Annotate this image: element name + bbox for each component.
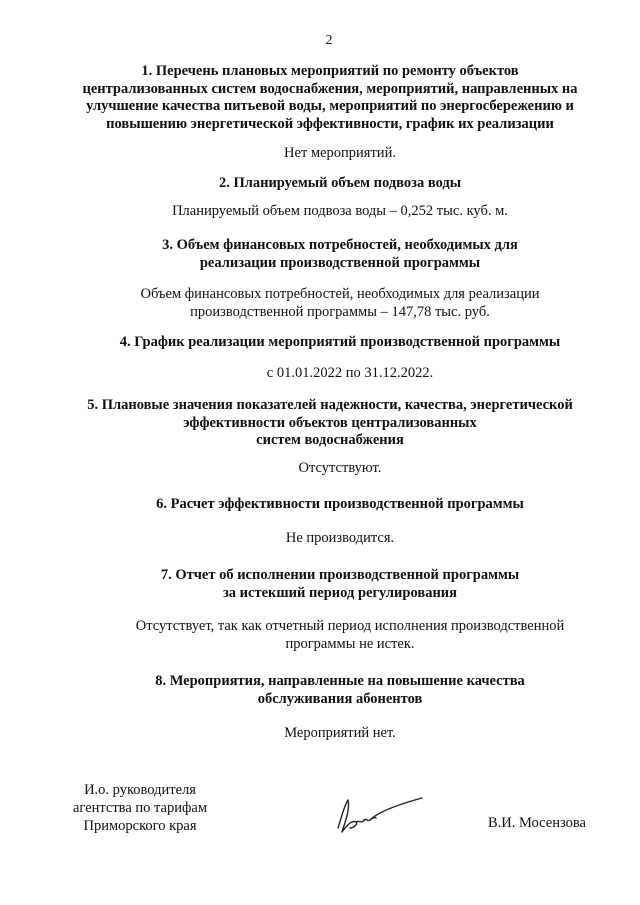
section-8-body: Мероприятий нет. xyxy=(284,725,396,741)
section-4-heading: 4. График реализации мероприятий производственной программы xyxy=(119,334,561,350)
section-8-heading: 8. Мероприятия, направленные на повышение качества обслуживания абонентов xyxy=(155,673,525,707)
section-5-body: Отсутствуют. xyxy=(298,460,382,476)
section-2-body: Планируемый объем подвоза воды – 0,252 тыс. куб. м. xyxy=(172,203,508,219)
section-1-heading: 1. Перечень плановых мероприятий по ремонту объектов централизованных систем водоснабжения, мероприятий, направленных на улучшение качества питьевой воды, мероприятий по энергосбережению и повышению энергетической эффективности, график их реализации xyxy=(82,63,578,132)
section-4-body: с 01.01.2022 по 31.12.2022. xyxy=(266,365,434,381)
signatory-position-line3: Приморского края xyxy=(83,818,197,834)
section-2-heading: 2. Планируемый объем подвоза воды xyxy=(218,175,462,191)
signatory-name: В.И. Мосензова xyxy=(488,815,586,831)
signatory-position-line2: агентства по тарифам xyxy=(73,800,207,816)
section-7-heading: 7. Отчет об исполнении производственной программы за истекший период регулирования xyxy=(160,567,520,601)
section-6-body: Не производится. xyxy=(285,530,395,546)
signatory-position-line1: И.о. руководителя xyxy=(84,782,196,798)
section-1-body: Нет мероприятий. xyxy=(284,145,396,161)
section-7-body: Отсутствует, так как отчетный период исполнения производственной программы не истек. xyxy=(135,618,565,652)
signatory-position xyxy=(40,781,240,835)
page-number: 2 xyxy=(325,33,333,48)
handwritten-signature xyxy=(330,790,430,840)
section-5-heading: 5. Плановые значения показателей надежности, качества, энергетической эффективности объектов централизованных систем водоснабжения xyxy=(87,397,573,448)
section-3-heading: 3. Объем финансовых потребностей, необходимых для реализации производственной программы xyxy=(162,237,518,271)
section-6-heading: 6. Расчет эффективности производственной программы xyxy=(156,496,524,512)
section-3-body: Объем финансовых потребностей, необходимых для реализации производственной программы – 147,78 тыс. руб. xyxy=(140,286,540,320)
